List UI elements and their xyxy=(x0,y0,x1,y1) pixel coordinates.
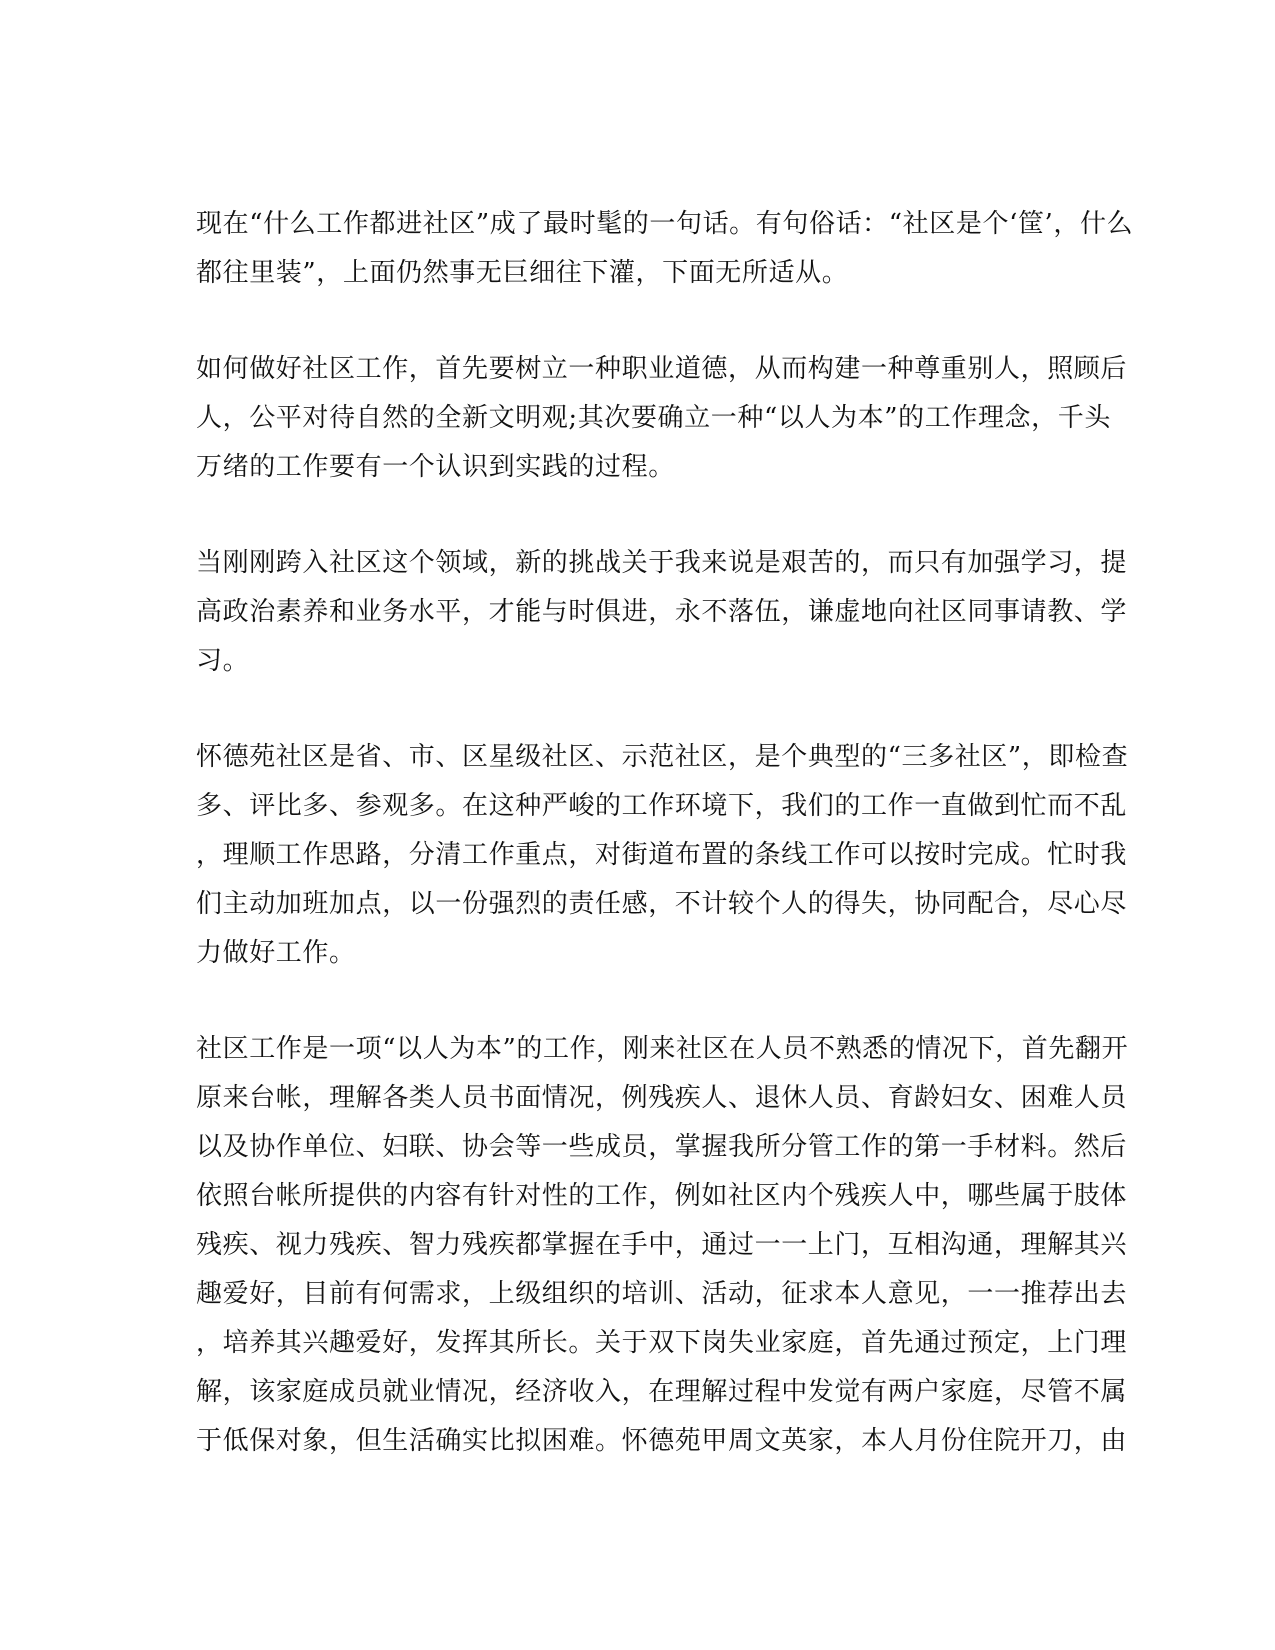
text-line: 解，该家庭成员就业情况，经济收入，在理解过程中发觉有两户家庭，尽管不属 xyxy=(196,1377,1128,1407)
paragraph-spacer xyxy=(196,298,1076,345)
paragraph-spacer xyxy=(196,978,1076,1025)
text-line: 趣爱好，目前有何需求，上级组织的培训、活动，征求本人意见，一一推荐出去 xyxy=(196,1279,1128,1309)
text-line: 残疾、视力残疾、智力残疾都掌握在手中，通过一一上门，互相沟通，理解其兴 xyxy=(196,1230,1128,1260)
text-line: ，培养其兴趣爱好，发挥其所长。关于双下岗失业家庭，首先通过预定，上门理 xyxy=(196,1328,1128,1358)
text-line: 依照台帐所提供的内容有针对性的工作，例如社区内个残疾人中，哪些属于肢体 xyxy=(196,1181,1128,1211)
text-line: 万绪的工作要有一个认识到实践的过程。 xyxy=(196,452,675,482)
text-line: 原来台帐，理解各类人员书面情况，例残疾人、退休人员、育龄妇女、困难人员 xyxy=(196,1083,1128,1113)
paragraph-4 xyxy=(196,733,1129,978)
text-line: 人，公平对待自然的全新文明观;其次要确立一种“以人为本”的工作理念，千头 xyxy=(196,403,1111,433)
text-line: 力做好工作。 xyxy=(196,938,356,968)
text-line: 们主动加班加点，以一份强烈的责任感，不计较个人的得失，协同配合，尽心尽 xyxy=(196,889,1128,919)
paragraph-2 xyxy=(196,345,1128,492)
text-line: 都往里装”，上面仍然事无巨细往下灌，下面无所适从。 xyxy=(196,258,849,288)
paragraph-3 xyxy=(196,539,1128,686)
text-line: 当刚刚跨入社区这个领域，新的挑战关于我来说是艰苦的，而只有加强学习，提 xyxy=(196,548,1128,578)
text-line: 多、评比多、参观多。在这种严峻的工作环境下，我们的工作一直做到忙而不乱 xyxy=(196,791,1128,821)
text-line: 于低保对象，但生活确实比拟困难。怀德苑甲周文英家，本人月份住院开刀，由 xyxy=(196,1426,1128,1456)
text-line: 以及协作单位、妇联、协会等一些成员，掌握我所分管工作的第一手材料。然后 xyxy=(196,1132,1128,1162)
text-line: 社区工作是一项“以人为本”的工作，刚来社区在人员不熟悉的情况下，首先翻开 xyxy=(196,1034,1129,1064)
paragraph-1 xyxy=(196,200,1134,298)
document-body xyxy=(196,200,1134,1466)
text-line: 如何做好社区工作，首先要树立一种职业道德，从而构建一种尊重别人，照顾后 xyxy=(196,354,1128,384)
text-line: 怀德苑社区是省、市、区星级社区、示范社区，是个典型的“三多社区”，即检查 xyxy=(196,742,1129,772)
paragraph-spacer xyxy=(196,492,1076,539)
text-line: ，理顺工作思路，分清工作重点，对街道布置的条线工作可以按时完成。忙时我 xyxy=(196,840,1128,870)
text-line: 习。 xyxy=(196,646,250,676)
paragraph-5 xyxy=(196,1025,1129,1466)
text-line: 高政治素养和业务水平，才能与时俱进，永不落伍，谦虚地向社区同事请教、学 xyxy=(196,597,1128,627)
paragraph-spacer xyxy=(196,686,1076,733)
text-line: 现在“什么工作都进社区”成了最时髦的一句话。有句俗话：“社区是个‘筐’，什么 xyxy=(196,209,1134,239)
